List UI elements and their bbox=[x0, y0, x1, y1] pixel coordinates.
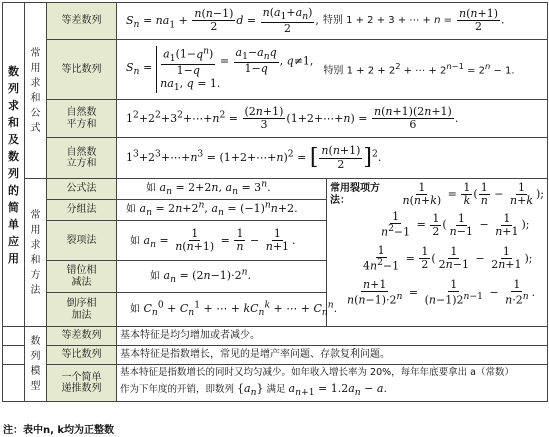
main-topic-spacer-3 bbox=[3, 365, 25, 402]
model-text-3-line1: 基本特征是指数增长的同时又均匀减少。如年收入增长率为 20%，每年年底要拿出 a（常数） bbox=[120, 367, 514, 378]
method-label-1: 公式法 bbox=[47, 179, 117, 200]
split-title: 常用裂项方法： bbox=[330, 183, 380, 206]
main-topic-spacer bbox=[3, 327, 25, 346]
main-topic-spacer-2 bbox=[3, 346, 25, 365]
model-text-3-line2: 作为下年度的开销，即数列 $\{a_n\}$ 满足 $a_{n+1} = 1.2a_n - a$. bbox=[120, 382, 387, 399]
row-label-arith: 等差数列 bbox=[47, 3, 117, 40]
row-label-cubes: 自然数立方和 bbox=[47, 138, 117, 179]
model-text-3 bbox=[117, 365, 548, 402]
model-label-3: 一个简单递推数列 bbox=[47, 365, 117, 402]
method-label-4: 错位相减法 bbox=[47, 261, 117, 293]
method-label-3: 裂项法 bbox=[47, 221, 117, 261]
method-example-2: 如 $a_n = 2n+2^n$, $a_n = (-1)^nn+2$. bbox=[117, 200, 327, 221]
group-models: 数列模型 bbox=[25, 327, 47, 402]
row-label-geom: 等比数列 bbox=[47, 40, 117, 100]
method-label-2: 分组法 bbox=[47, 200, 117, 221]
row-label-squares: 自然数平方和 bbox=[47, 100, 117, 138]
split-methods-box: 常用裂项方法： $\frac{1}{n(n+k)}$ = $\frac{1}{k}$ ( $\frac{1}{n}$ − $\frac{1}{n+k}$ ); $\frac{1}{n^2-1}$ = $\frac{1}{2}$ ( $\frac{1}{n-1}$ − $\frac{1}{n+1}$ ); $\frac{1}{4n^2-1}$ = $\frac{1}{2}$ ( $\frac{1}{2n-1}$ − $\frac{1}{2n+1}$ ); $\frac{n+1}{n(n-1)\cdot 2^n}$ = $\frac{1}{(n-1)2^{n-1}}$ − $\frac{1}{n\cdot 2^n}$ . bbox=[327, 179, 548, 327]
model-label-1: 等差数列 bbox=[47, 327, 117, 346]
model-text-2: 基本特征是指数增长，常见的是增产率问题、存款复利问题。 bbox=[117, 346, 548, 365]
footnote: 注：表中n, k均为正整数 bbox=[3, 425, 115, 436]
model-label-2: 等比数列 bbox=[47, 346, 117, 365]
method-example-4: 如 $a_n = (2n-1)\cdot 2^n$. bbox=[117, 261, 327, 293]
formula-squares: $1^2+2^2+3^2+\cdots+n^2$ = $\frac{(2n+1)}{3}$ (1+2+⋯+n) = $\frac{n(n+1)(2n+1)}{6}$ . bbox=[117, 100, 548, 138]
method-example-1: 如 $a_n = 2+2n$, $a_n = 3^n$. bbox=[117, 179, 327, 200]
group-common-formulas: 常用求和公式 bbox=[25, 3, 47, 179]
main-topic-label: 数列求和及数列的简单应用 bbox=[3, 3, 25, 327]
method-example-3: 如 $a_n$ = $\frac{1}{n(n+1)}$ = $\frac{1}{n}$ − $\frac{1}{n+1}$ . bbox=[117, 221, 327, 261]
formula-cubes: $1^3+2^3+\cdots+n^3$ = (1+2+⋯+n)$^2$ = [ $\frac{n(n+1)}{2}$ ]$^2$. bbox=[117, 138, 548, 179]
summary-table bbox=[2, 2, 548, 402]
method-example-5: 如 $C_n^0 + C_n^1$ + ⋯ + $kC_n^k$ + ⋯ + $C_n^n$. bbox=[117, 293, 327, 327]
formula-arith: $S_n = na_1$ + $\frac{n(n-1)}{2}$ d = $\frac{n(a_1+a_n)}{2}$ , 特别 1 + 2 + 3 + ⋯ + n = $\frac{n(n+1)}{2}$ . bbox=[117, 3, 548, 40]
formula-geom: $S_n$ = $\frac{a_1(1-q^n)}{1-q}$ = $\frac{a_1-a_nq}{1-q}$ , q≠1, $na_1$, q = 1. 特别 $1 + 2 + 2^2$ + ⋯ + $2^{n-1} = 2^n - 1$. bbox=[117, 40, 548, 100]
method-label-5: 倒序相加法 bbox=[47, 293, 117, 327]
group-common-methods: 常用求和方法 bbox=[25, 179, 47, 327]
model-text-1: 基本特征是均匀增加或者减少。 bbox=[117, 327, 548, 346]
